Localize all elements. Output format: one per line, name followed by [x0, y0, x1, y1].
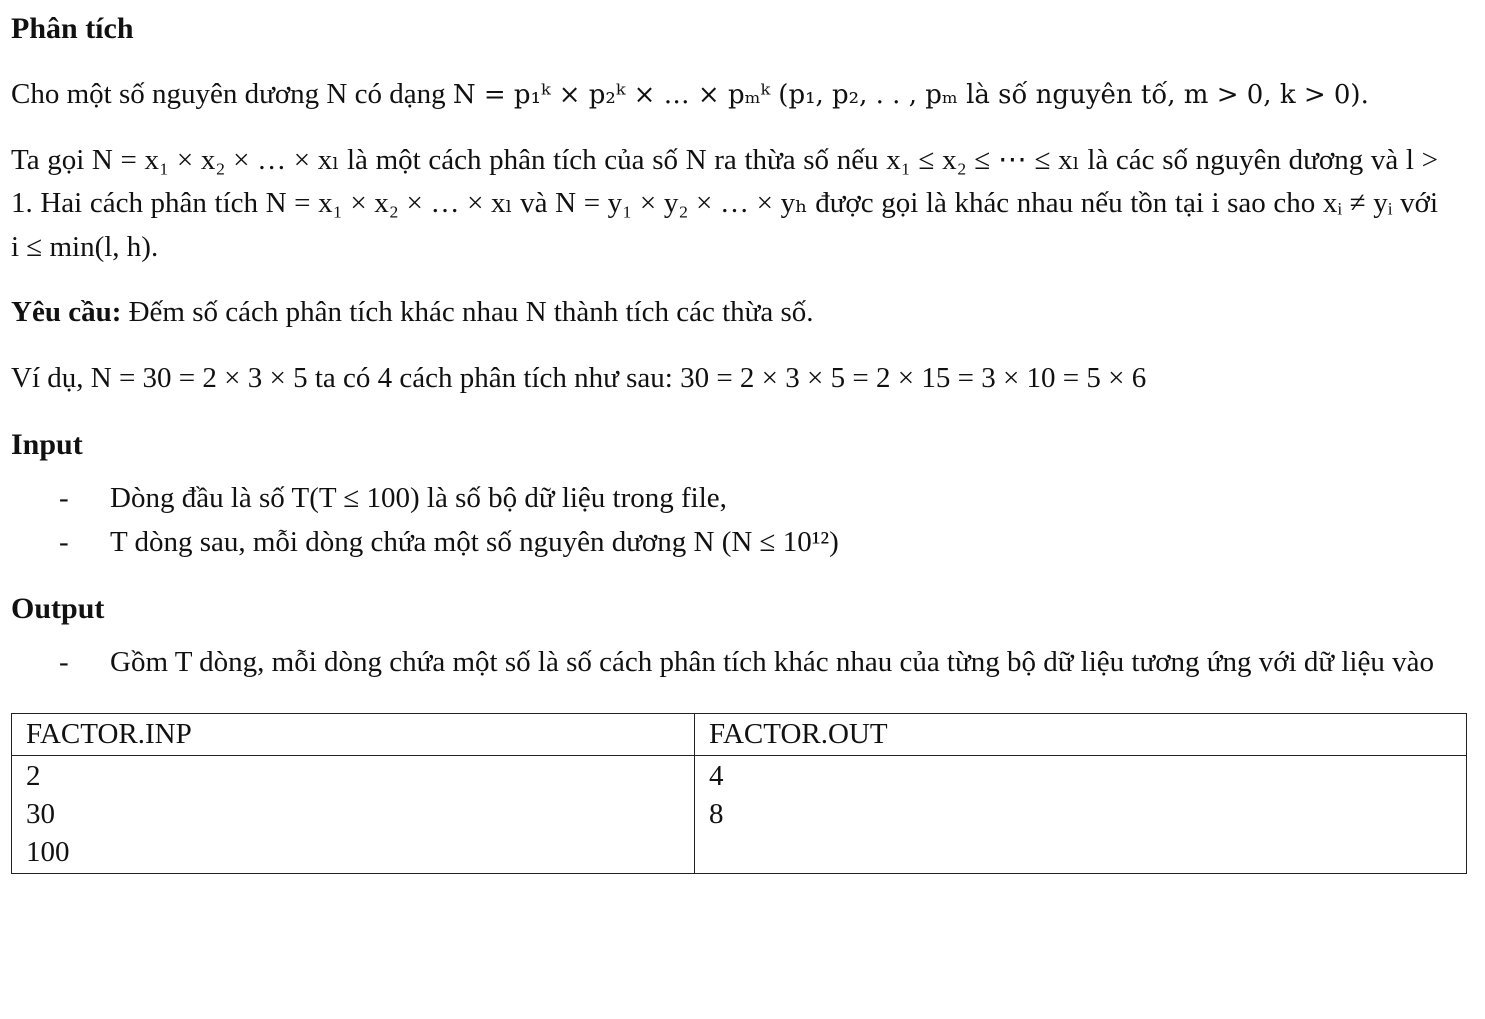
input-line: 30: [26, 797, 55, 830]
input-item: - T dòng sau, mỗi dòng chứa một số nguyên dương N (N ≤ 10¹²): [11, 521, 1438, 565]
input-line: 2: [26, 760, 41, 793]
output-cell: [695, 756, 1467, 874]
output-line: 4: [709, 760, 724, 793]
input-item: - Dòng đầu là số T(T ≤ 100) là số bộ dữ liệu trong file,: [11, 477, 1438, 521]
intro-formula: N = p₁ᵏ × p₂ᵏ × … × pₘᵏ (p₁, p₂, . . , pₘ là số nguyên tố, m > 0, k > 0).: [452, 80, 1369, 110]
input-line: 100: [26, 835, 70, 868]
table-header-input: FACTOR.INP: [12, 713, 695, 756]
input-cell: [12, 756, 695, 874]
problem-intro: [11, 73, 1438, 117]
analysis-heading: Phân tích: [11, 12, 134, 45]
intro-text: Cho một số nguyên dương N có dạng: [11, 78, 446, 110]
definition-paragraph: [11, 139, 1438, 270]
input-heading: Input: [11, 428, 83, 461]
output-list: [11, 641, 1438, 685]
requirement: [11, 291, 1438, 335]
output-item: - Gồm T dòng, mỗi dòng chứa một số là số cách phân tích khác nhau của từng bộ dữ liệu tương ứng với dữ liệu vào: [11, 641, 1438, 685]
input-list: [11, 477, 1438, 564]
output-heading: Output: [11, 592, 105, 625]
requirement-text: Đếm số cách phân tích khác nhau N thành tích các thừa số.: [128, 296, 814, 328]
output-line: 8: [709, 797, 724, 830]
table-header-output: FACTOR.OUT: [695, 713, 1467, 756]
requirement-label: Yêu cầu:: [11, 296, 122, 328]
example: Ví dụ, N = 30 = 2 × 3 × 5 ta có 4 cách phân tích như sau: 30 = 2 × 3 × 5 = 2 × 15 = 3 × 10 = 5 × 6: [11, 361, 1147, 394]
io-example-table: [11, 713, 1467, 875]
definition-factorization: Ta gọi N = x₁ × x₂ × … × xₗ là một cách phân tích của số N ra thừa số nếu x₁ ≤ x₂ ≤ ⋯ ≤ xₗ là các số nguyên dương và l > 1.: [11, 143, 1438, 219]
table-row: [12, 756, 1467, 874]
definition-distinct: Hai cách phân tích N = x₁ × x₂ × … × xₗ và N = y₁ × y₂ × … × yₕ được gọi là khác nhau nếu tồn tại i sao cho xᵢ ≠ yᵢ với i ≤ min(l, h).: [11, 187, 1438, 263]
table-header-row: [12, 713, 1467, 756]
